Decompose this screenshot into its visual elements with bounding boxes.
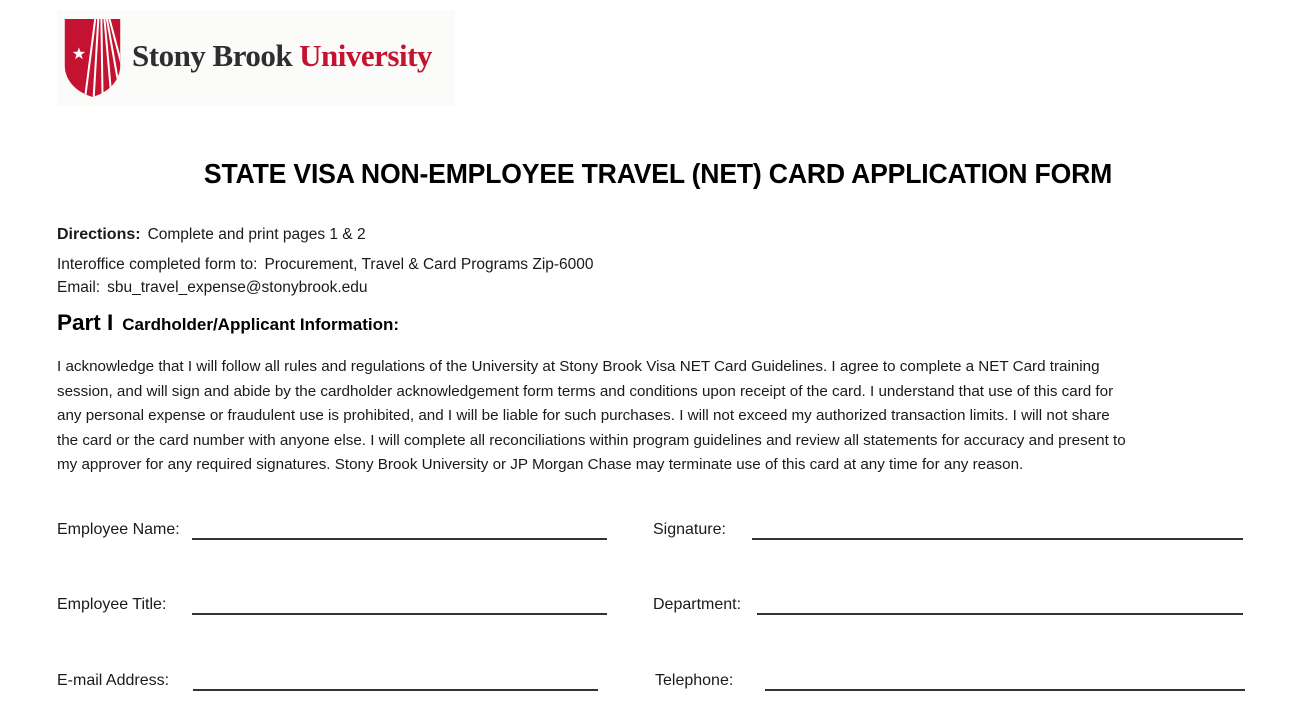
acknowledgement-line: I acknowledge that I will follow all rules and regulations of the University at Stony Brook Visa NET Card Guidelines. I agree to complete a NET Card training <box>57 358 1100 375</box>
directions-instruction: Complete and print pages 1 & 2 <box>147 226 366 243</box>
directions-label: Directions: <box>57 226 141 243</box>
employee-title-blank[interactable] <box>192 613 607 615</box>
part1-heading <box>57 310 399 336</box>
email-value: sbu_travel_expense@stonybrook.edu <box>107 279 368 296</box>
university-logo <box>57 10 455 106</box>
interoffice-line <box>57 256 594 274</box>
signature-label: Signature: <box>653 521 726 538</box>
telephone-label: Telephone: <box>655 672 734 689</box>
employee-name-label: Employee Name: <box>57 521 180 538</box>
email-address-blank[interactable] <box>193 689 598 691</box>
acknowledgement-line: my approver for any required signatures. Stony Brook University or JP Morgan Chase may terminate use of this card at any time for any reason. <box>57 456 1024 474</box>
employee-name-blank[interactable] <box>192 538 607 540</box>
email-line <box>57 279 368 297</box>
acknowledgement-line: the card or the card number with anyone else. I will complete all reconciliations within program guidelines and review all statements for accuracy and present to <box>57 431 1126 449</box>
part1-heading-sub: Cardholder/Applicant Information: <box>122 315 400 334</box>
telephone-blank[interactable] <box>765 689 1245 691</box>
directions-line <box>57 226 366 244</box>
logo-text-secondary: University <box>299 38 432 73</box>
form-title: STATE VISA NON-EMPLOYEE TRAVEL (NET) CARD APPLICATION FORM <box>203 158 1113 189</box>
email-label: Email: <box>57 279 101 296</box>
interoffice-value: Procurement, Travel & Card Programs Zip-6000 <box>264 256 594 273</box>
email-address-label: E-mail Address: <box>57 672 170 689</box>
employee-title-label: Employee Title: <box>57 596 167 613</box>
logo-text-primary: Stony Brook <box>132 38 293 73</box>
interoffice-label: Interoffice completed form to: <box>57 256 258 273</box>
department-label: Department: <box>653 596 742 613</box>
logo-wordmark <box>132 38 432 74</box>
acknowledgement-line: any personal expense or fraudulent use is prohibited, and I will be liable for such purchases. I will not exceed my authorized transaction limits. I will not share <box>57 407 1110 425</box>
acknowledgement-line: session, and will sign and abide by the cardholder acknowledgement form terms and conditions upon receipt of the card. I understand that use of this card for <box>57 382 1114 400</box>
acknowledgement-paragraph <box>57 355 1126 478</box>
part1-heading-main: Part I <box>57 310 114 335</box>
department-blank[interactable] <box>757 613 1243 615</box>
stony-brook-shield-icon <box>63 17 122 99</box>
signature-blank[interactable] <box>752 538 1243 540</box>
